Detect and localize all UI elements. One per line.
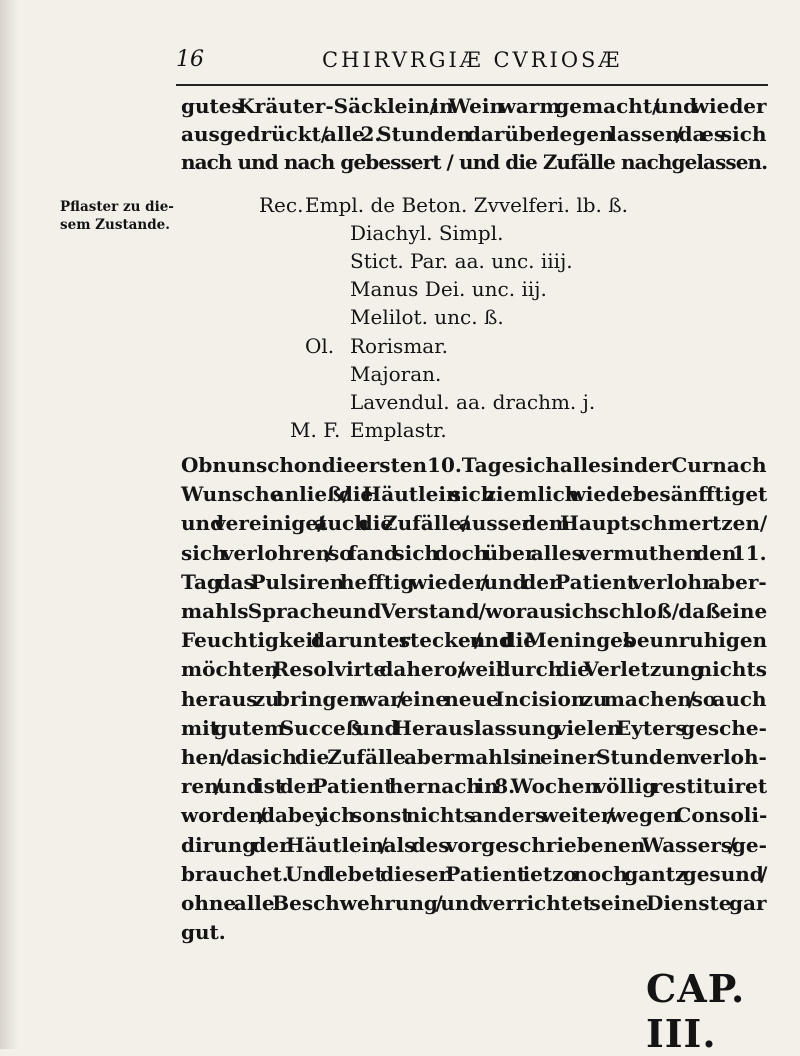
text-line: Ob nun schon die ersten 10. Tage sich alles in der Cur nach — [181, 453, 767, 477]
text-line: ren / und ist der Patient hernach in 8. Wochen völlig restituiret — [181, 774, 768, 799]
text-line: heraus zu bringen war / eine neue Incision zu machen / so auch — [181, 686, 767, 711]
text-line: mahls Sprache und Verstand / woraus ich schloß/ daß eine — [181, 599, 768, 624]
text-line: gutes Kräuter-Säcklein/ in Wein warm gemacht/ und wieder — [181, 94, 767, 118]
text-line: sich verlohren / so fand sich doch über alles vermuthen den 11. — [181, 540, 767, 565]
header-rule — [176, 84, 768, 86]
recipe-line: Majoran. — [350, 362, 442, 386]
paragraph-1 — [181, 92, 767, 176]
text-line: Tag das Pulsiren hefftig wieder / und der Patient verlohr aber- — [181, 569, 767, 594]
text-line: und vereiniget / auch die Zufälle/ ausser dem Hauptschmertzen/ — [181, 511, 768, 536]
marginal-note-line: sem Zustande. — [60, 217, 170, 233]
text-line: gut. — [181, 920, 226, 945]
recipe-line: Manus Dei. unc. iij. — [350, 277, 547, 301]
catchword: CAP. III. — [646, 966, 746, 1056]
recipe-line: Lavendul. aa. drachm. j. — [350, 390, 596, 414]
text-line: worden / dabey ich sonst nichts anders weiter / wegen Consoli- — [181, 803, 768, 828]
text-line: hen / da sich die Zufälle abermahls in einer Stunden verloh- — [181, 745, 767, 770]
text-line: nach und nach gebessert / und die Zufälle nachgelassen. — [181, 150, 768, 174]
page-number: 16 — [176, 47, 204, 72]
recipe-ol-label: Ol. — [305, 334, 335, 358]
text-line: ausgedrückt/ alle 2. Stunden darüber legen lassen / da es sich — [181, 122, 767, 146]
text-line: mit gutem Succeß und Herauslassung vielen Eyters gesche- — [181, 715, 767, 740]
recipe-line: Stict. Par. aa. unc. iiij. — [350, 249, 573, 273]
gutter-shadow — [0, 0, 18, 1049]
text-line: ohne alle Beschwehrung / und verrichtet seine Dienste gar — [181, 891, 767, 916]
recipe-line: Empl. de Beton. Zvvelferi. lb. ß. — [305, 193, 628, 217]
text-line: möchten ; Resolvirte dahero/ weil durch die Verletzung nichts — [181, 657, 767, 682]
recipe-line: Emplastr. — [350, 418, 447, 442]
recipe-rec-label: Rec. — [259, 193, 304, 217]
paragraph-2 — [181, 451, 767, 947]
recipe-mf-label: M. F. — [290, 418, 341, 442]
text-line: brauchet. Und lebet dieser Patient ietzo noch gantz gesund / — [181, 861, 768, 886]
text-line: dirung der Häutlein / als des vorgeschriebenen Wassers / ge- — [181, 832, 767, 857]
marginal-note — [60, 198, 174, 234]
recipe-line: Diachyl. Simpl. — [350, 221, 504, 245]
recipe-line: Melilot. unc. ß. — [350, 305, 504, 329]
running-title: CHIRVRGIÆ CVRIOSÆ — [322, 48, 623, 72]
text-line: Wunsche anließ/ die Häutlein sich ziemlich wieder besänfftiget — [181, 482, 768, 507]
recipe-line: Rorismar. — [350, 334, 448, 358]
marginal-note-line: Pflaster zu die- — [60, 199, 174, 215]
text-line: Feuchtigkeit darunter stecken / und die Meninges beunruhigen — [181, 628, 768, 653]
